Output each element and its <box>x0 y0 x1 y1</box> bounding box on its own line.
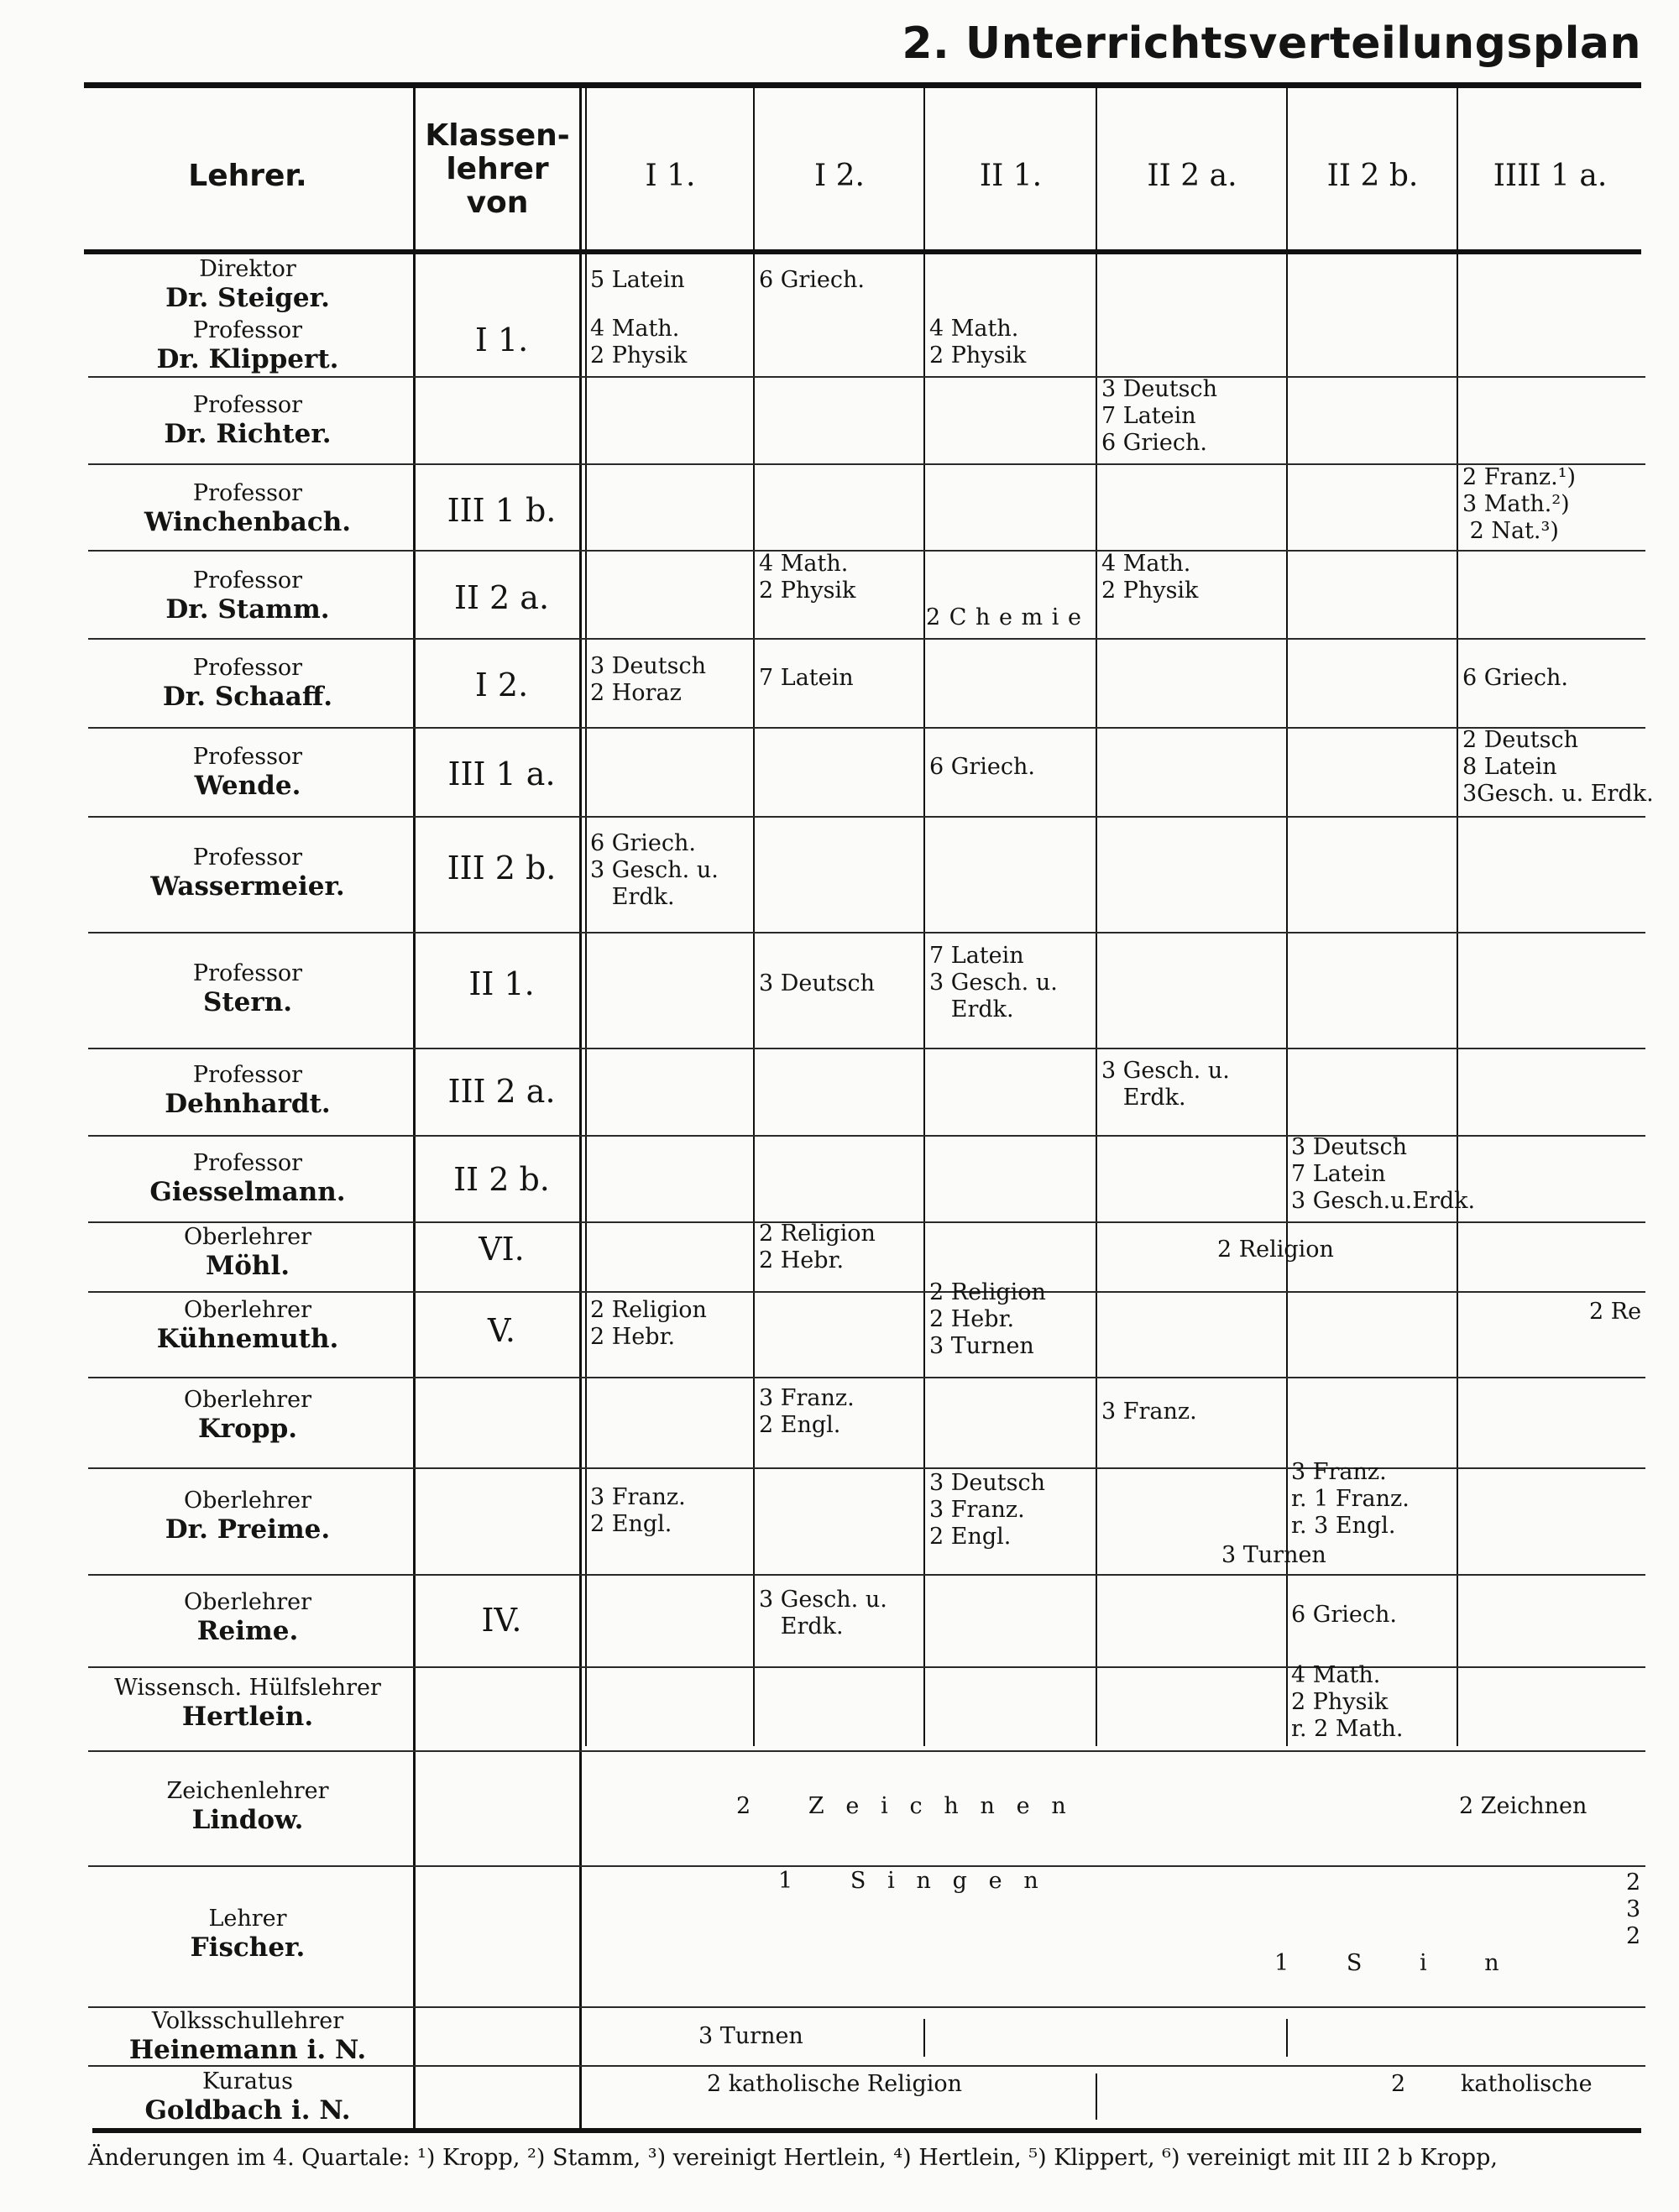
teacher-role: Direktor <box>199 256 296 282</box>
cell-dehnhardt-ii2a: 3 Gesch. u. Erdk. <box>1101 1058 1230 1111</box>
teacher-steiger <box>92 256 403 313</box>
teacher-giesselmann <box>92 1150 403 1207</box>
teacher-name: Giesselmann. <box>149 1177 346 1207</box>
teacher-klippert <box>92 317 403 374</box>
cell-lindow-iii1a: 2 Zeichnen <box>1459 1793 1587 1819</box>
teacher-kuehnemuth <box>92 1297 403 1354</box>
klassenlehrer-reime: IV. <box>481 1602 522 1639</box>
cell-wende-ii1: 6 Griech. <box>929 754 1035 780</box>
cell-winchenbach-iii1a: 2 Franz.¹) 3 Math.²) 2 Nat.³) <box>1462 464 1577 544</box>
span-moehl-religion: 2 Religion <box>1217 1237 1334 1263</box>
teacher-name: Dr. Richter. <box>164 419 332 449</box>
cell-divider <box>923 2019 925 2057</box>
klassenlehrer-stern: II 1. <box>468 965 535 1002</box>
span-chemie: 2 C h e m i e <box>926 604 1082 630</box>
col-divider <box>753 88 755 1746</box>
teacher-lindow <box>92 1778 403 1835</box>
teacher-name: Dr. Steiger. <box>165 283 330 313</box>
cell-klippert-ii1: 4 Math. 2 Physik <box>929 316 1027 369</box>
header-class-i1: I 1. <box>645 159 696 193</box>
cell-schaaff-i1: 3 Deutsch 2 Horaz <box>590 653 706 706</box>
span-goldbach-religion: 2 katholische Religion <box>707 2071 963 2097</box>
cell-kuehnemuth-ii1: 2 Religion 2 Hebr. 3 Turnen <box>929 1279 1046 1359</box>
teacher-role: Professor <box>192 960 303 986</box>
teacher-richter <box>92 392 403 449</box>
klassenlehrer-moehl: VI. <box>479 1231 525 1268</box>
col-divider <box>1286 88 1288 1746</box>
teacher-role: Kuratus <box>201 2068 294 2094</box>
cell-hertlein-ii2b: 4 Math. 2 Physik r. 2 Math. <box>1291 1662 1404 1742</box>
teacher-name: Wassermeier. <box>150 871 345 902</box>
row-line <box>88 816 1645 818</box>
cell-stamm-i2: 4 Math. 2 Physik <box>759 551 856 604</box>
cell-wende-iii1a: 2 Deutsch 8 Latein 3Gesch. u. Erdk. <box>1462 727 1654 807</box>
teacher-wassermeier <box>92 845 403 902</box>
teacher-role: Oberlehrer <box>183 1387 312 1413</box>
cell-schaaff-i2: 7 Latein <box>759 665 854 691</box>
bottom-rule <box>92 2128 1641 2133</box>
row-line <box>88 550 1645 552</box>
cell-kuehnemuth-i1: 2 Religion 2 Hebr. <box>590 1297 707 1350</box>
cell-wassermeier-i1: 6 Griech. 3 Gesch. u. Erdk. <box>590 830 719 910</box>
span-singen: 1 S i n g e n <box>778 1868 1038 1894</box>
teacher-role: Professor <box>192 567 303 594</box>
cell-reime-i2: 3 Gesch. u. Erdk. <box>759 1587 887 1639</box>
header-class-i2: I 2. <box>813 159 865 193</box>
teacher-role: Professor <box>192 392 303 418</box>
header-class-ii2a: II 2 a. <box>1147 159 1237 193</box>
col-divider <box>1457 88 1458 1746</box>
teacher-name: Lindow. <box>191 1805 304 1835</box>
teacher-name: Fischer. <box>190 1932 306 1963</box>
cell-klippert-i1: 4 Math. 2 Physik <box>590 316 688 369</box>
teacher-name: Reime. <box>196 1616 299 1646</box>
teacher-goldbach <box>92 2068 403 2126</box>
teacher-name: Dehnhardt. <box>165 1089 331 1119</box>
teacher-name: Dr. Preime. <box>165 1514 331 1545</box>
teacher-role: Professor <box>192 1062 303 1088</box>
teacher-role: Oberlehrer <box>183 1589 312 1615</box>
teacher-name: Heinemann i. N. <box>128 2035 367 2065</box>
cell-schaaff-iii1a: 6 Griech. <box>1462 665 1568 691</box>
cell-giesselmann-ii2b: 3 Deutsch 7 Latein 3 Gesch.u.Erdk. <box>1291 1134 1476 1214</box>
teacher-name: Dr. Schaaff. <box>162 682 333 712</box>
teacher-name: Kühnemuth. <box>156 1324 339 1354</box>
teacher-dehnhardt <box>92 1062 403 1119</box>
span-heinemann-turnen: 3 Turnen <box>698 2023 803 2049</box>
cell-stern-i2: 3 Deutsch <box>759 970 875 996</box>
cell-divider <box>1286 2019 1288 2057</box>
klassenlehrer-schaaff: I 2. <box>474 667 529 703</box>
row-line <box>88 1377 1645 1378</box>
teacher-role: Oberlehrer <box>183 1488 312 1514</box>
cell-preime-i1: 3 Franz. 2 Engl. <box>590 1484 686 1537</box>
teacher-wende <box>92 744 403 801</box>
teacher-role: Professor <box>192 480 303 506</box>
cell-kropp-i2: 3 Franz. 2 Engl. <box>759 1385 855 1438</box>
teacher-name: Wende. <box>194 771 301 801</box>
col-divider <box>1096 88 1097 1746</box>
cell-moehl-i2: 2 Religion 2 Hebr. <box>759 1221 876 1273</box>
klassenlehrer-wende: III 1 a. <box>447 756 556 792</box>
row-line <box>88 1467 1645 1469</box>
klassenlehrer-giesselmann: II 2 b. <box>453 1161 550 1198</box>
teacher-name: Möhl. <box>205 1251 290 1281</box>
cell-richter-ii2a: 3 Deutsch 7 Latein 6 Griech. <box>1101 376 1217 456</box>
teacher-name: Hertlein. <box>181 1702 314 1732</box>
teacher-role: Oberlehrer <box>183 1297 312 1323</box>
cell-reime-ii2b: 6 Griech. <box>1291 1602 1397 1628</box>
span-goldbach-2: 2 <box>1391 2071 1406 2097</box>
teacher-preime <box>92 1488 403 1545</box>
teacher-role: Zeichenlehrer <box>166 1778 329 1804</box>
span-preime-turnen: 3 Turnen <box>1221 1542 1326 1568</box>
klassenlehrer-wassermeier: III 2 b. <box>447 850 557 886</box>
cell-kropp-ii2a: 3 Franz. <box>1101 1399 1197 1425</box>
teacher-role: Professor <box>192 317 303 343</box>
cell-steiger-i2: 6 Griech. <box>759 267 865 293</box>
col-divider <box>923 88 925 1746</box>
teacher-name: Dr. Stamm. <box>165 594 330 625</box>
header-klassenlehrer: Klassen- lehrer von <box>425 118 570 220</box>
span-kuehnemuth-re: 2 Re <box>1589 1299 1642 1325</box>
teacher-reime <box>92 1589 403 1646</box>
teacher-role: Professor <box>192 1150 303 1176</box>
klassenlehrer-dehnhardt: III 2 a. <box>447 1073 556 1110</box>
teacher-winchenbach <box>92 480 403 537</box>
teacher-hertlein <box>84 1675 411 1732</box>
row-line <box>88 1666 1645 1668</box>
row-line <box>88 1048 1645 1049</box>
teacher-heinemann <box>92 2008 403 2065</box>
teacher-kropp <box>92 1387 403 1444</box>
teacher-role: Volksschullehrer <box>151 2008 344 2034</box>
teacher-role: Professor <box>192 655 303 681</box>
header-lehrer: Lehrer. <box>188 159 307 193</box>
teacher-fischer <box>92 1906 403 1963</box>
teacher-role: Wissensch. Hülfslehrer <box>114 1675 381 1701</box>
cell-stern-ii1: 7 Latein 3 Gesch. u. Erdk. <box>929 943 1058 1022</box>
header-class-ii1: II 1. <box>979 159 1043 193</box>
col-divider <box>585 88 587 1746</box>
teacher-schaaff <box>92 655 403 712</box>
top-rule <box>84 82 1641 88</box>
teacher-role: Oberlehrer <box>183 1224 312 1250</box>
header-class-ii2b: II 2 b. <box>1326 159 1419 193</box>
teacher-role: Professor <box>192 845 303 871</box>
teacher-name: Dr. Klippert. <box>156 344 339 374</box>
row-line <box>88 638 1645 640</box>
row-line <box>88 1574 1645 1576</box>
klassenlehrer-stamm: II 2 a. <box>453 579 550 616</box>
cell-preime-ii2b: 3 Franz. r. 1 Franz. r. 3 Engl. <box>1291 1459 1410 1539</box>
klassenlehrer-kuehnemuth: V. <box>488 1312 515 1349</box>
footer-note: Änderungen im 4. Quartale: ¹) Kropp, ²) Stamm, ³) vereinigt Hertlein, ⁴) Hertlein, ⁵) Klippert, ⁶) vereinigt mit III 2 b Kropp, <box>88 2145 1498 2171</box>
row-line <box>88 1865 1645 1867</box>
row-line <box>88 1750 1645 1752</box>
teacher-name: Stern. <box>202 987 293 1017</box>
teacher-role: Professor <box>192 744 303 770</box>
row-line <box>88 727 1645 729</box>
klassenlehrer-klippert: I 1. <box>474 322 529 358</box>
row-line <box>88 376 1645 378</box>
klassenlehrer-winchenbach: III 1 b. <box>447 492 557 529</box>
cell-preime-ii1: 3 Deutsch 3 Franz. 2 Engl. <box>929 1470 1045 1550</box>
row-line <box>88 463 1645 465</box>
teacher-role: Lehrer <box>208 1906 287 1932</box>
cell-divider <box>1096 2073 1097 2120</box>
row-line <box>88 2065 1645 2067</box>
cell-stamm-ii2a: 4 Math. 2 Physik <box>1101 551 1199 604</box>
span-fischer-digits: 2 3 2 <box>1626 1869 1641 1949</box>
span-fischer-singen: 1 S i n <box>1274 1950 1499 1976</box>
teacher-name: Kropp. <box>197 1414 298 1444</box>
col-divider <box>413 88 416 2128</box>
span-goldbach-kath: katholische <box>1461 2071 1593 2097</box>
teacher-stern <box>92 960 403 1017</box>
cell-steiger-i1: 5 Latein <box>590 267 685 293</box>
row-line <box>88 932 1645 933</box>
teacher-name: Goldbach i. N. <box>144 2095 351 2126</box>
row-line <box>88 1291 1645 1293</box>
teacher-moehl <box>92 1224 403 1281</box>
span-zeichnen: 2 Z e i c h n e n <box>736 1793 1066 1819</box>
teacher-name: Winchenbach. <box>144 507 352 537</box>
header-class-iii1a: IIII 1 a. <box>1493 159 1608 193</box>
page-title: 2. Unterrichtsverteilungsplan <box>902 18 1641 69</box>
header-rule <box>84 249 1641 254</box>
teacher-stamm <box>92 567 403 625</box>
